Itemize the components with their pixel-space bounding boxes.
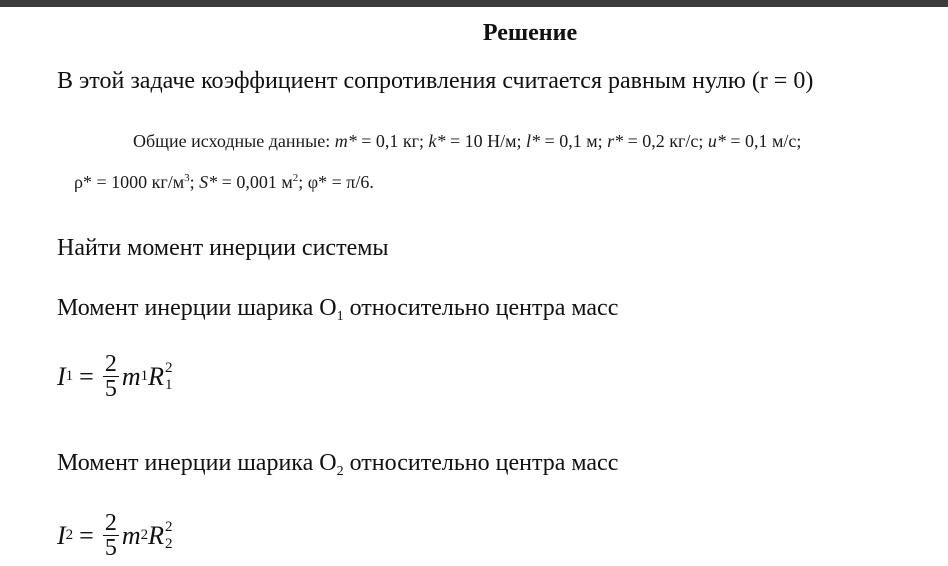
formula2-numerator: 2 [104,510,117,536]
formula1-m-sub: 1 [140,368,149,384]
moment2-post: относительно центра масс [343,450,619,476]
given-phi: ; φ* = π/6. [298,172,374,192]
given-rho: ρ* = 1000 кг/м [74,172,185,192]
formula1-denominator: 5 [104,376,117,402]
moment2-pre: Момент инерции шарика O [57,450,337,476]
formula1-R: R [148,361,165,391]
moment2-paragraph [57,450,618,480]
given-data-line-2: ρ* = 1000 $кг/м^3$; S* = 0,001 $м^2$; φ* = π/6. [74,172,374,192]
formula2-denominator: 5 [104,535,117,561]
moment1-pre: Момент инерции шарика O [57,295,337,321]
given-s-value: = 0,001 м [217,172,293,192]
given-s-exponent: 2 [292,172,299,184]
formula2-equals: = [79,520,94,550]
formula1-lhs: I [57,361,66,391]
moment1-paragraph [57,295,618,325]
formula-i1 [57,352,173,401]
intro-paragraph: В этой задаче коэффициент сопротивления считается равным нулю (r = 0) [57,68,814,94]
given-data-line-1 [133,131,801,152]
given-s-symbol: S* [199,172,218,192]
moment2-index: 2 [336,464,344,479]
formula2-R-sub: 2 [165,535,173,552]
formula1-R-sup: 2 [165,359,173,376]
formula1-R-scripts [165,361,173,393]
formula1-R-sub: 1 [165,376,173,393]
formula2-fraction [103,511,119,560]
given-rho-exponent: 3 [184,172,190,184]
given-m-symbol: m* [334,131,357,151]
given-l-symbol: l* [526,131,541,151]
formula1-m: m [121,361,141,391]
given-r-value: = 0,2 кг/с; [623,131,704,151]
formula1-lhs-sub: 1 [65,368,74,384]
formula1-numerator: 2 [104,351,117,377]
given-l-value: = 0,1 м; [540,131,603,151]
formula2-lhs-sub: 2 [65,527,74,543]
find-paragraph: Найти момент инерции системы [57,235,389,261]
formula-i2 [57,511,173,560]
given-u-value: = 0,1 м/с; [725,131,802,151]
formula2-R-scripts [165,520,173,552]
given-k-value: = 10 Н/м; [445,131,522,151]
given-k-symbol: k* [428,131,446,151]
top-bar [0,0,948,7]
formula2-m: m [121,520,141,550]
formula1-equals: = [79,361,94,391]
given-r-symbol: r* [607,131,624,151]
given-u-symbol: u* [707,131,726,151]
formula2-lhs: I [57,520,66,550]
given-label: Общие исходные данные: [133,131,331,151]
formula2-R: R [148,520,165,550]
formula2-m-sub: 2 [140,527,149,543]
given-m-value: = 0,1 кг; [356,131,424,151]
formula2-R-sup: 2 [165,518,173,535]
formula1-fraction [103,352,119,401]
moment1-post: относительно центра масс [343,295,619,321]
moment1-index: 1 [336,309,344,324]
section-title: Решение [482,20,578,46]
